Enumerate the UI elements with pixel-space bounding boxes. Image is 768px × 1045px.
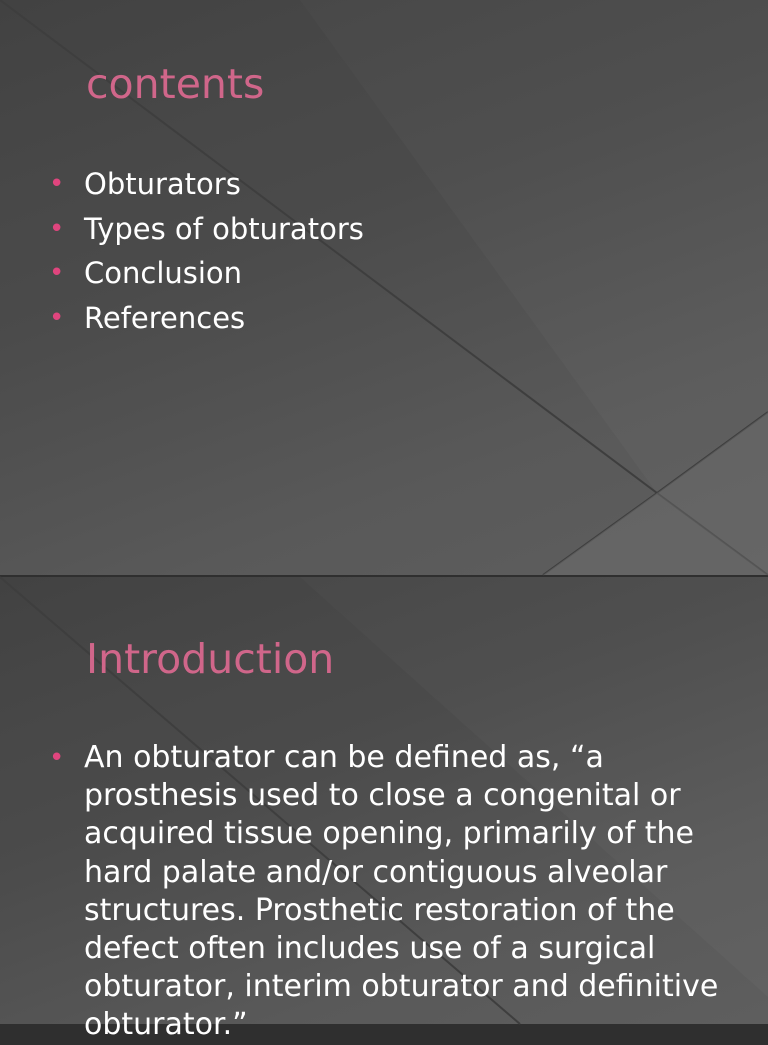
list-item (0, 296, 364, 341)
bullet-icon: • (49, 743, 65, 773)
slide-title: contents (86, 60, 265, 108)
slide-title: Introduction (86, 635, 335, 683)
bullet-icon: • (49, 302, 65, 333)
list-item-text: Obturators (84, 167, 241, 201)
list-item-text: Types of obturators (84, 211, 364, 246)
list-item-text: Conclusion (84, 256, 243, 290)
bullet-icon: • (49, 213, 65, 244)
list-item-text: References (84, 300, 246, 335)
list-item (0, 739, 734, 1045)
list-item (0, 162, 364, 207)
list-item (0, 207, 364, 252)
bullet-icon: • (49, 169, 65, 199)
slide-introduction (0, 577, 768, 1043)
list-item (0, 251, 364, 296)
bullet-list (0, 162, 364, 340)
bullet-list (0, 739, 734, 1045)
list-item-text: An obturator can be defined as, “a prosthesis used to close a congenital or acquired tissue opening, primarily of the hard palate and/or contiguous alveolar structures. Prosthetic restoration of the defect often includes use of a surgical obturator, interim obturator and definitive obturator.” (84, 740, 719, 1043)
bullet-icon: • (49, 258, 65, 288)
